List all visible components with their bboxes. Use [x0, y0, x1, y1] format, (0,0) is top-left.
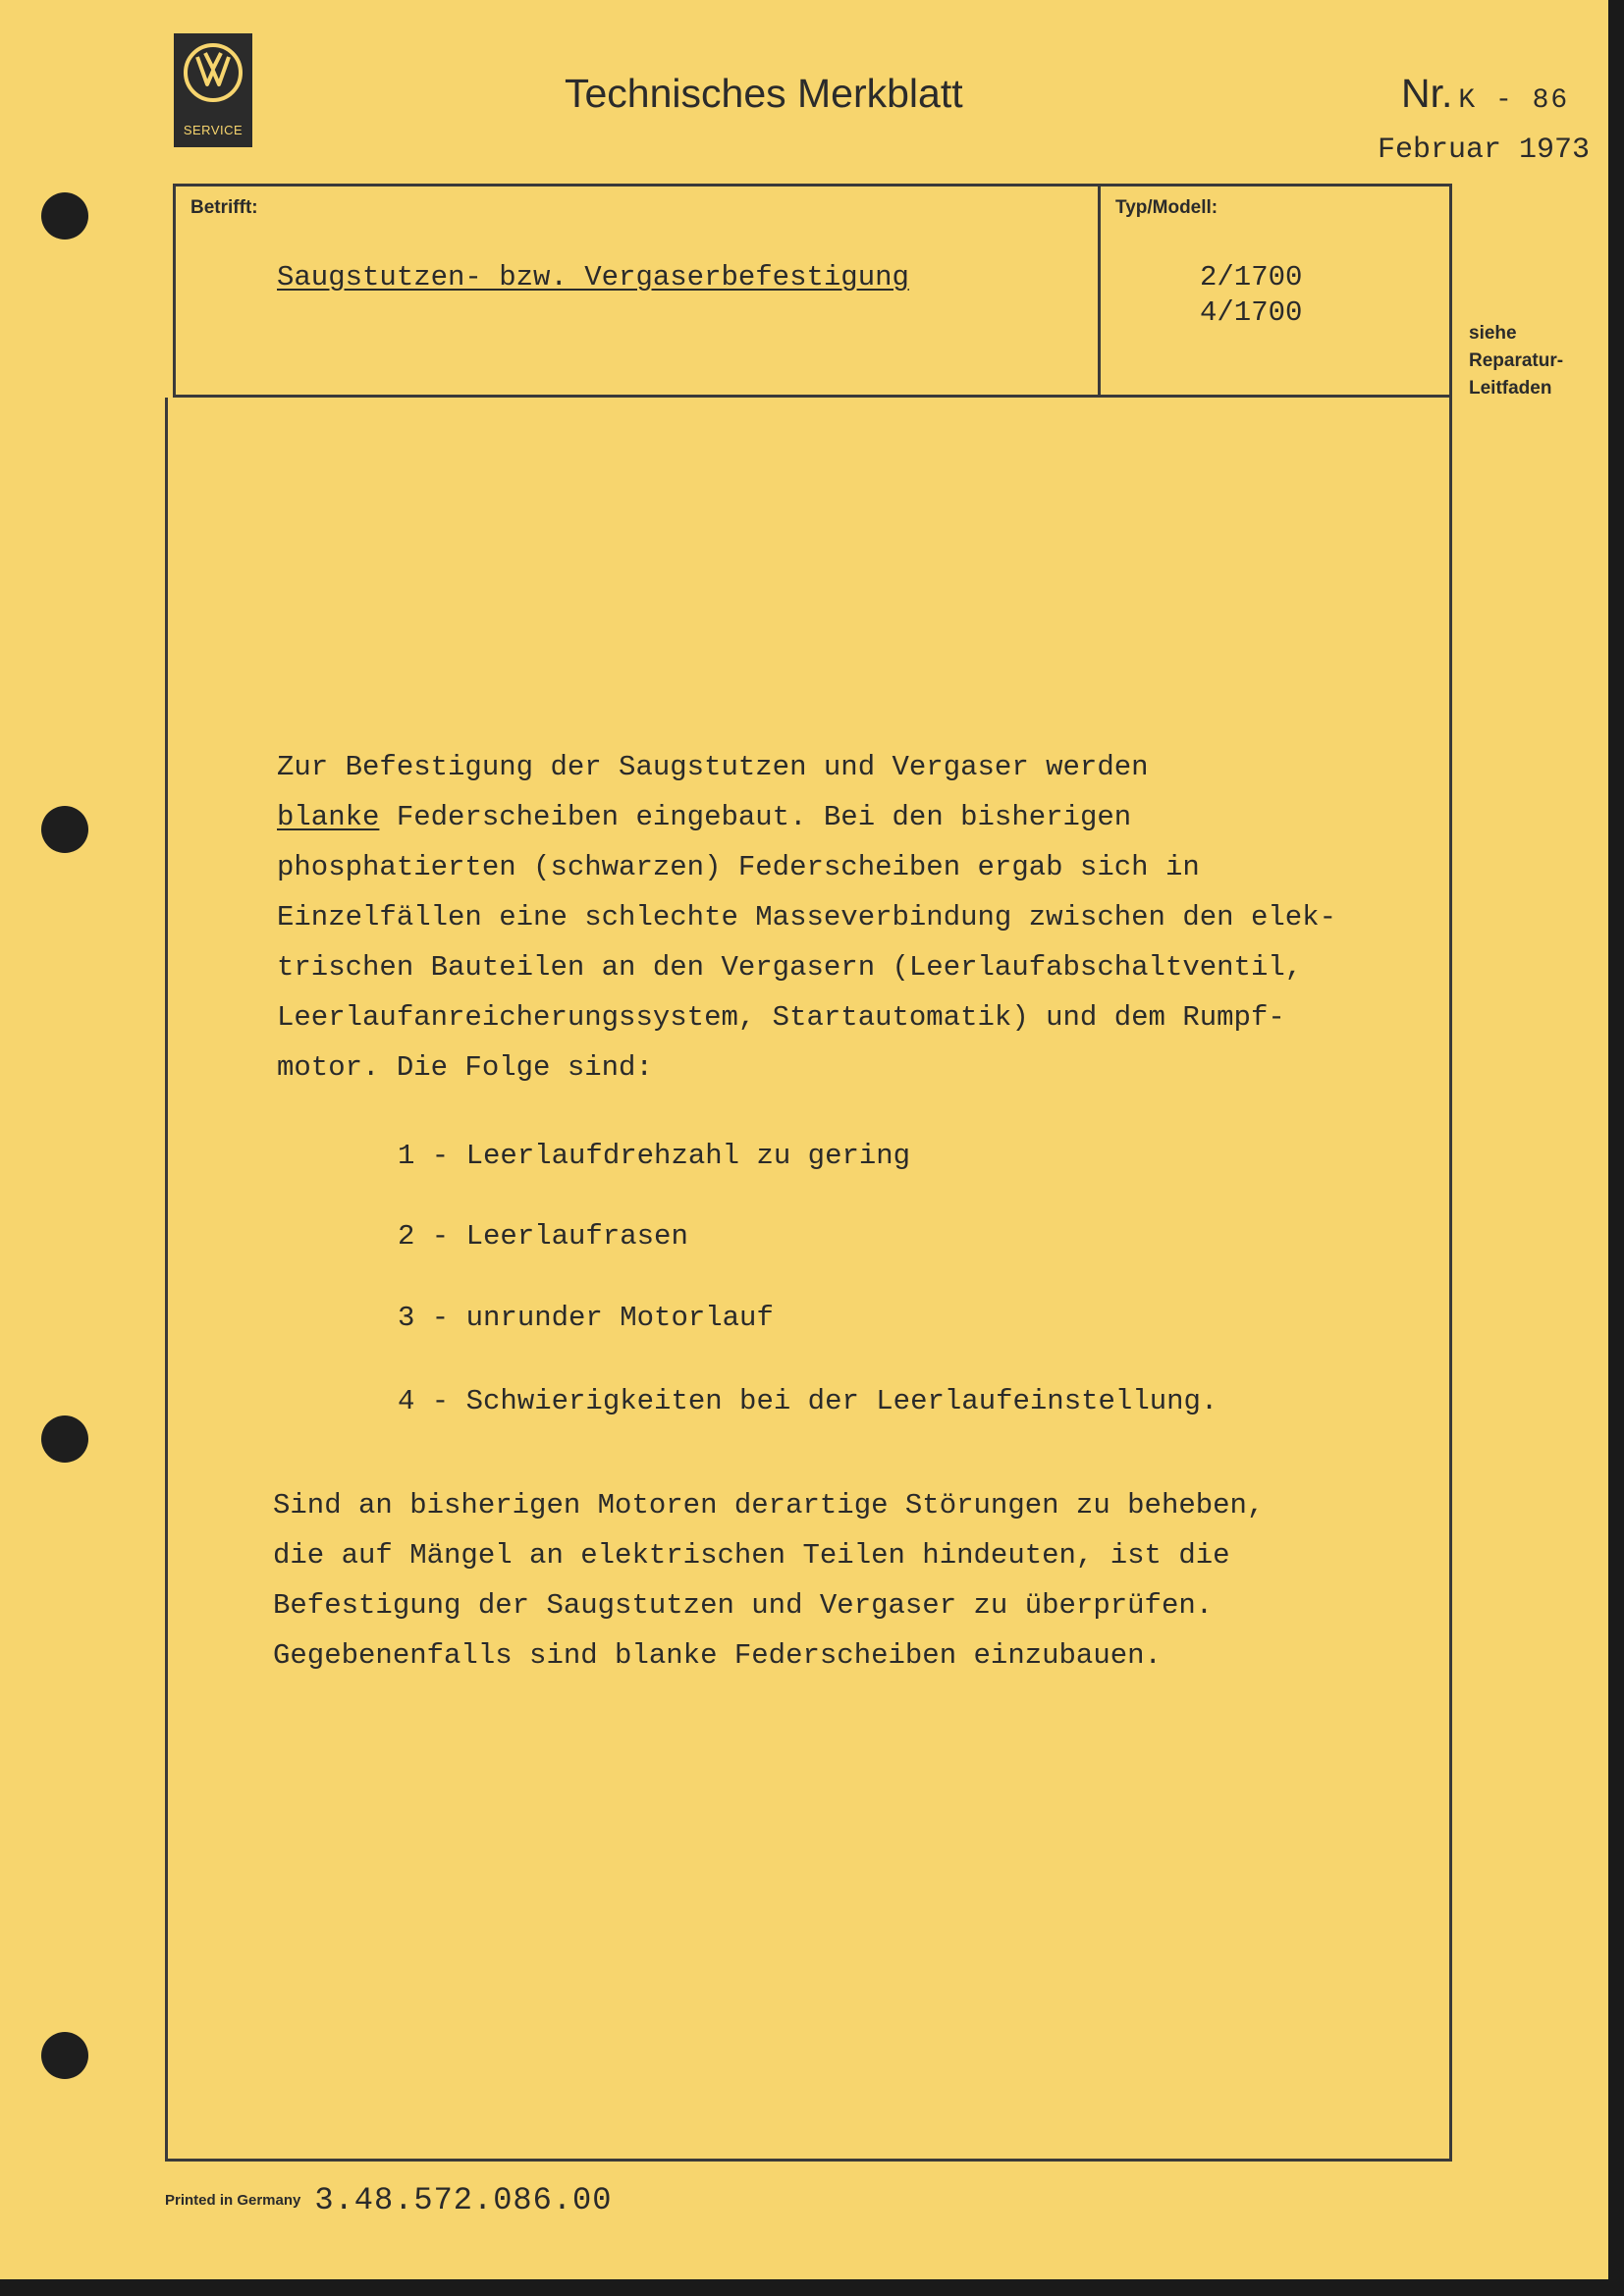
list-item: 3 - unrunder Motorlauf: [398, 1302, 774, 1334]
paragraph-line: phosphatierten (schwarzen) Federscheiben ergab sich in: [277, 851, 1200, 883]
model-1: 2/1700: [1200, 261, 1303, 294]
vw-emblem-icon: [182, 41, 244, 104]
vw-service-logo: [174, 33, 252, 147]
paragraph-2: [273, 1480, 1264, 1681]
paragraph-line: Zur Befestigung der Saugstutzen und Vergaser werden: [277, 751, 1149, 783]
typ-modell-label: Typ/Modell:: [1115, 197, 1218, 218]
paragraph-line: blanke Federscheiben eingebaut. Bei den bisherigen: [277, 801, 1132, 833]
model-2: 4/1700: [1200, 296, 1303, 329]
binder-hole-1: [41, 192, 88, 240]
body-frame-left: [165, 398, 168, 2161]
binder-hole-3: [41, 1415, 88, 1463]
binder-hole-2: [41, 806, 88, 853]
paragraph-line: Befestigung der Saugstutzen und Vergaser zu überprüfen.: [273, 1589, 1214, 1622]
document-title: Technisches Merkblatt: [565, 71, 963, 116]
subject-text: Saugstutzen- bzw. Vergaserbefestigung: [277, 261, 909, 294]
paragraph-line: Gegebenenfalls sind blanke Federscheiben einzubauen.: [273, 1639, 1162, 1672]
paragraph-line: die auf Mängel an elektrischen Teilen hindeuten, ist die: [273, 1539, 1230, 1572]
side-note-line: Reparatur-: [1469, 350, 1564, 371]
side-note: [1469, 320, 1563, 402]
body-frame-right: [1449, 398, 1452, 2161]
paragraph-line: Leerlaufanreicherungssystem, Startautomatik) und dem Rumpf-: [277, 1001, 1285, 1034]
printed-in-label: Printed in Germany: [165, 2192, 301, 2209]
body-frame-bottom: [165, 2159, 1452, 2162]
betrifft-label: Betrifft:: [190, 197, 258, 218]
paragraph-line: Einzelfällen eine schlechte Masseverbindung zwischen den elek-: [277, 901, 1336, 934]
side-note-line: Leitfaden: [1469, 378, 1552, 399]
nr-label: Nr.: [1401, 71, 1453, 116]
logo-service-text: SERVICE: [183, 123, 244, 137]
side-note-line: siehe: [1469, 323, 1517, 344]
paragraph-line: motor. Die Folge sind:: [277, 1051, 653, 1084]
document-date: Februar 1973: [1378, 133, 1591, 167]
part-number: 3.48.572.086.00: [314, 2182, 613, 2218]
info-box-divider: [1098, 184, 1101, 398]
paragraph-1: [277, 742, 1336, 1093]
list-item: 4 - Schwierigkeiten bei der Leerlaufeinstellung.: [398, 1385, 1218, 1417]
list-item: 2 - Leerlaufrasen: [398, 1220, 688, 1253]
paragraph-line: Sind an bisherigen Motoren derartige Störungen zu beheben,: [273, 1489, 1265, 1522]
nr-value: K - 86: [1458, 85, 1570, 116]
document-number: [1401, 71, 1569, 117]
list-item: 1 - Leerlaufdrehzahl zu gering: [398, 1140, 911, 1172]
footer: [165, 2182, 612, 2218]
underlined-word: blanke: [277, 801, 380, 833]
paragraph-line: trischen Bauteilen an den Vergasern (Leerlaufabschaltventil,: [277, 951, 1303, 984]
binder-hole-4: [41, 2032, 88, 2079]
